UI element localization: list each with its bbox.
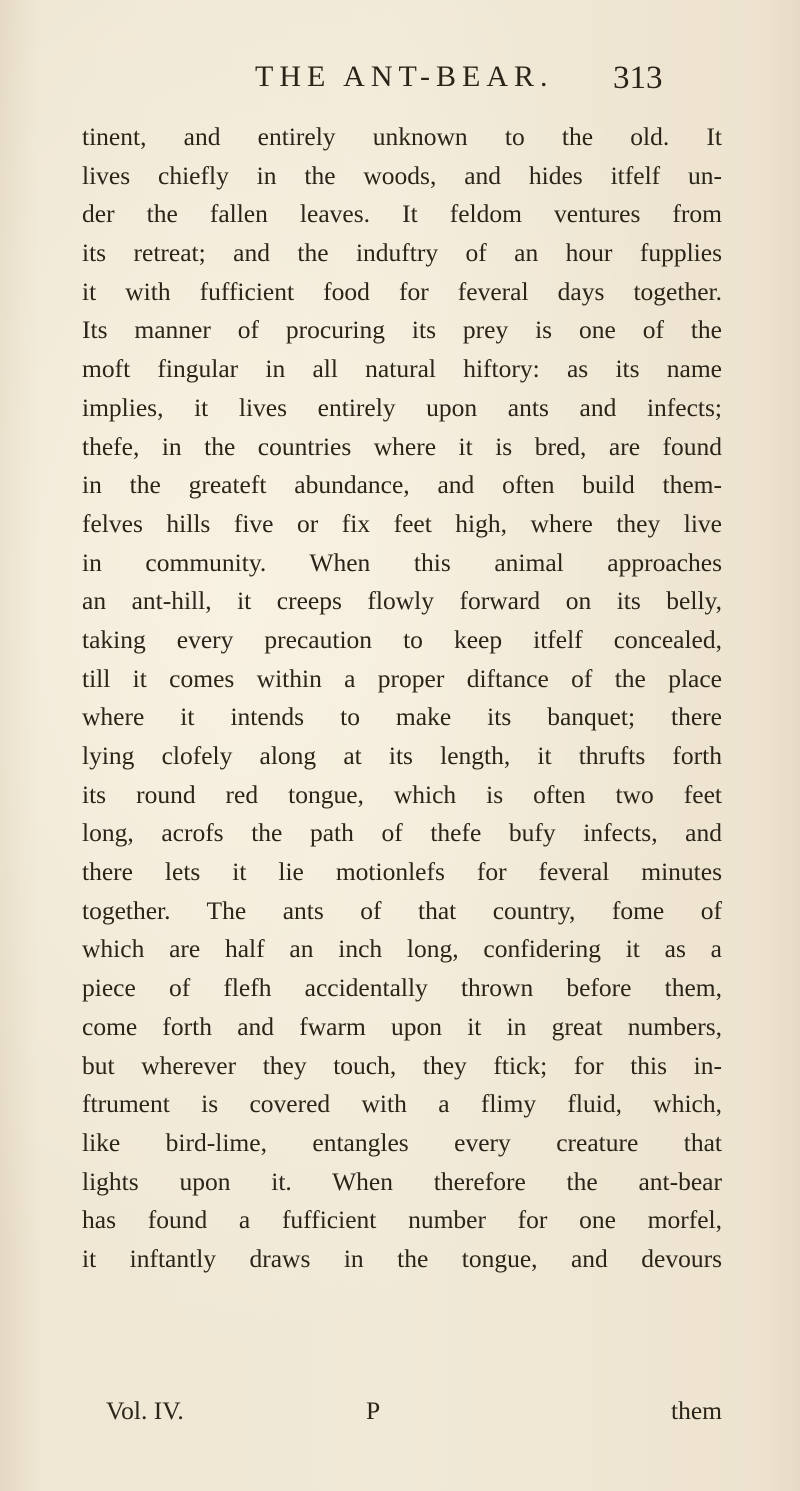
text-line: lying clofely along at its length, it thrufts forth (82, 741, 722, 770)
text-line: piece of flefh accidentally thrown before them, (82, 973, 722, 1003)
signature-mark: P (366, 1396, 381, 1425)
text-line: lights upon it. When therefore the ant-bear (82, 1166, 722, 1196)
text-line: its retreat; and the induftry of an hour fupplies (82, 238, 722, 268)
catchword: them (671, 1396, 722, 1425)
text-line: thefe, in the countries where it is bred, are found (82, 431, 722, 461)
text-line: der the fallen leaves. It feldom ventures from (82, 199, 722, 229)
text-line: there lets it lie motionlefs for feveral minutes (82, 857, 722, 887)
text-line: which are half an inch long, confidering it as a (82, 934, 722, 964)
text-line: it inftantly draws in the tongue, and devours (82, 1243, 722, 1273)
text-line: felves hills five or fix feet high, where they live (82, 508, 722, 538)
page-footer (82, 1396, 722, 1436)
text-line: Its manner of procuring its prey is one of the (82, 315, 722, 345)
text-line: long, acrofs the path of thefe bufy infects, and (82, 818, 722, 848)
text-line: in the greateft abundance, and often build them- (82, 470, 722, 500)
text-line: an ant-hill, it creeps flowly forward on its belly, (82, 586, 722, 616)
text-line: it with fufficient food for feveral days together. (82, 276, 722, 306)
text-line: but wherever they touch, they ftick; for this in- (82, 1050, 722, 1080)
running-head: THE ANT-BEAR. (255, 60, 554, 93)
text-line: come forth and fwarm upon it in great numbers, (82, 1011, 722, 1041)
page-number: 313 (613, 60, 663, 96)
text-line: moft fingular in all natural hiftory: as its name (82, 354, 722, 384)
page-header (0, 60, 800, 100)
volume-mark: Vol. IV. (106, 1396, 184, 1425)
text-line: like bird-lime, entangles every creature that (82, 1127, 722, 1157)
text-line: taking every precaution to keep itfelf concealed, (82, 624, 722, 654)
text-line: has found a fufficient number for one morfel, (82, 1205, 722, 1235)
body-text (82, 118, 722, 1279)
text-line: implies, it lives entirely upon ants and infects; (82, 392, 722, 422)
text-line: till it comes within a proper diftance of the place (82, 663, 722, 693)
text-line: together. The ants of that country, fome of (82, 895, 722, 925)
text-line: its round red tongue, which is often two feet (82, 779, 722, 809)
text-line: tinent, and entirely unknown to the old. It (82, 122, 722, 151)
text-line: lives chiefly in the woods, and hides itfelf un- (82, 160, 722, 190)
text-line: where it intends to make its banquet; there (82, 702, 722, 732)
text-line: ftrument is covered with a flimy fluid, which, (82, 1089, 722, 1119)
text-line: in community. When this animal approaches (82, 547, 722, 577)
